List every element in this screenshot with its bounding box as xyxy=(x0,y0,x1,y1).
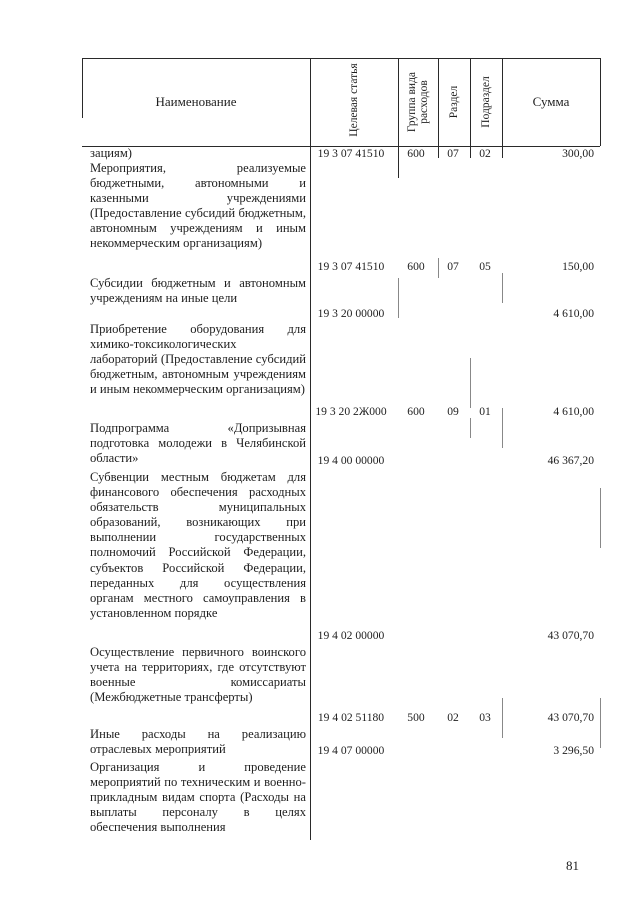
header-subsection-cell xyxy=(470,58,502,146)
row-1-sum: 150,00 xyxy=(562,260,594,273)
row-0-group: 600 xyxy=(407,147,425,160)
row-1-group: 600 xyxy=(407,260,425,273)
row-7-sum: 3 296,50 xyxy=(553,744,594,757)
row-3-code: 19 3 20 2Ж000 xyxy=(315,405,387,418)
col-divider-code xyxy=(310,58,311,840)
budget-table xyxy=(82,58,600,840)
row-3-section: 09 xyxy=(447,405,459,418)
header-subsection: Подраздел xyxy=(480,76,492,128)
row-7-name: Иные расходы на реализацию отраслевых мероприятий xyxy=(90,727,306,757)
header-group-cell xyxy=(398,58,438,146)
row-4-sum: 46 367,20 xyxy=(547,454,594,467)
row-0-code: 19 3 07 41510 xyxy=(317,147,385,160)
row-7-code: 19 4 07 00000 xyxy=(317,744,385,757)
header-sum: Сумма xyxy=(532,94,570,109)
header-group: Группа вида расходов xyxy=(406,71,430,133)
header-section: Раздел xyxy=(448,85,460,119)
row-1-code: 19 3 07 41510 xyxy=(317,260,385,273)
page-number: 81 xyxy=(566,858,579,873)
row-5-code: 19 4 02 00000 xyxy=(317,629,385,642)
row-6-sum: 43 070,70 xyxy=(547,711,594,724)
row-2-code: 19 3 20 00000 xyxy=(317,307,385,320)
header-code-cell xyxy=(310,58,398,146)
row-0-name: зациям) xyxy=(90,146,132,160)
row-2-sum: 4 610,00 xyxy=(553,307,594,320)
row-0-sum: 300,00 xyxy=(562,147,594,160)
col-fragment xyxy=(502,408,503,448)
header-name: Наименование xyxy=(155,94,237,109)
row-6-subsection: 03 xyxy=(479,711,491,724)
row-6-name: Осуществление первичного воинского учета на территориях, где отсутствуют военные комиссариаты (Межбюджетные трансферты) xyxy=(90,645,306,705)
row-3-group: 600 xyxy=(407,405,425,418)
row-6-section: 02 xyxy=(447,711,459,724)
header-code: Целевая статья xyxy=(348,63,360,137)
row-3-name: Приобретение оборудования для химико-токсикологических лабораторий (Предоставление субсидий бюджетным, автономным учреждениям и иным некоммерческим организациям) xyxy=(90,322,306,397)
row-5-name: Субвенции местным бюджетам для финансового обеспечения расходных обязательств муниципальных образований, возникающих при выполнении государственных полномочий Российской Федерации, субъектов Российской Федерации, переданных для осуществления органам местного самоуправления в установленном порядке xyxy=(90,470,306,620)
row-1-name: Мероприятия, реализуемые бюджетными, автономными и казенными учреждениями (Предоставление субсидий бюджетным, автономным учреждениям и иным некоммерческим организациям) xyxy=(90,161,306,251)
col-fragment xyxy=(502,273,503,303)
row-1-section: 07 xyxy=(447,260,459,273)
row-3-subsection: 01 xyxy=(479,405,491,418)
row-5-sum: 43 070,70 xyxy=(547,629,594,642)
row-6-group: 500 xyxy=(407,711,425,724)
col-fragment xyxy=(470,358,471,408)
row-2-name: Субсидии бюджетным и автономным учреждениям на иные цели xyxy=(90,276,306,306)
col-fragment xyxy=(438,258,439,278)
header-section-cell xyxy=(438,58,470,146)
row-1-subsection: 05 xyxy=(479,260,491,273)
row-0-subsection: 02 xyxy=(479,147,491,160)
row-4-name: Подпрограмма «Допризывная подготовка молодежи в Челябинской области» xyxy=(90,421,306,466)
col-fragment xyxy=(470,418,471,438)
col-fragment xyxy=(502,698,503,738)
row-4-code: 19 4 00 00000 xyxy=(317,454,385,467)
row-0-section: 07 xyxy=(447,147,459,160)
col-fragment xyxy=(600,698,601,748)
col-fragment xyxy=(600,488,601,548)
row-3-sum: 4 610,00 xyxy=(553,405,594,418)
row-6-code: 19 4 02 51180 xyxy=(317,711,385,724)
table-right-border xyxy=(600,58,601,146)
col-fragment xyxy=(398,278,399,318)
row-8-name: Организация и проведение мероприятий по техническим и военно-прикладным видам спорта (Расходы на выплаты персоналу в целях обеспечения выполнения xyxy=(90,760,306,835)
